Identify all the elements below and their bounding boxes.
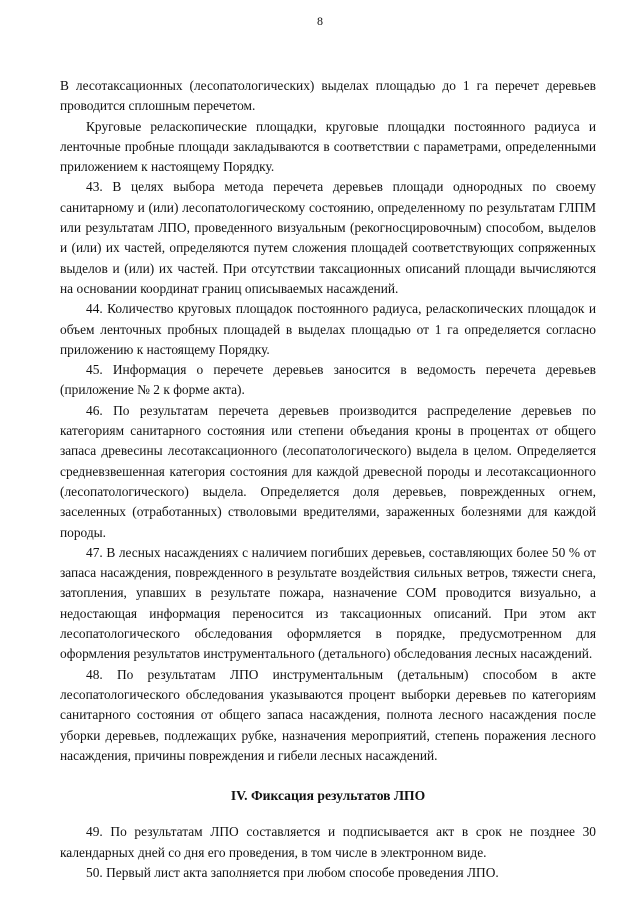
paragraph-continuation: В лесотаксационных (лесопатологических) выделах площадью до 1 га перечет деревьев проводится сплошным перечетом. — [60, 78, 596, 114]
paragraph-43: 43. В целях выбора метода перечета деревьев площади однородных по своему санитарному и (или) лесопатологическому состоянию, определенному по результатам ГЛПМ или результатам ЛПО, проведенного визуальным (рекогносцировочным) способом, выделов и (или) их частей, определяются путем сложения площадей соответствующих сопряженных выделов и (или) их частей. При отсутствии таксационных описаний площади вычисляются на основании координат границ описываемых насаждений. — [60, 179, 596, 296]
paragraph-46: 46. По результатам перечета деревьев производится распределение деревьев по категориям санитарного состояния или степени объедания кроны в процентах от общего запаса древесины лесотаксационного (лесопатологического) выдела в целом. Определяется средневзвешенная категория состояния для каждой древесной породы и лесотаксационного (лесопатологического) выдела. Определяется доля деревьев, поврежденных огнем, заселенных (отработанных) стволовыми вредителями, зараженных болезнями для каждой породы. — [60, 402, 596, 540]
section-heading: IV. Фиксация результатов ЛПО — [230, 788, 426, 804]
paragraph-plots: Круговые реласкопические площадки, круговые площадки постоянного радиуса и ленточные пробные площади закладываются в соответствии с параметрами, определенными приложением к настоящему Порядку. — [60, 118, 596, 175]
paragraph-47: 47. В лесных насаждениях с наличием погибших деревьев, составляющих более 50 % от запаса насаждения, поврежденного в результате воздействия сильных ветров, тяжести снега, затопления, упавших в результате пожара, назначение СОМ проводится визуально, а недостающая информация переносится из таксационных описаний. При этом акт лесопатологического обследования оформляется в порядке, предусмотренном для оформления результатов инструментального (детального) обследования лесных насаждений. — [60, 544, 596, 662]
paragraph-48: 48. По результатам ЛПО инструментальным (детальным) способом в акте лесопатологического обследования указываются процент выборки деревьев по категориям санитарного состояния от общего запаса насаждения, полнота лесного насаждения после уборки деревьев, подлежащих рубке, назначения мероприятий, степень поражения лесного насаждения, причины повреждения и гибели лесных насаждений. — [60, 666, 596, 763]
paragraph-50: 50. Первый лист акта заполняется при любом способе проведения ЛПО. — [86, 864, 499, 880]
paragraph-44: 44. Количество круговых площадок постоянного радиуса, реласкопических площадок и объем ленточных пробных площадей в выделах площадью от 1 га определяется согласно приложению к настоящему Порядку. — [60, 301, 596, 357]
page-number: 8 — [317, 14, 323, 28]
document-body — [60, 76, 596, 883]
paragraph-49: 49. По результатам ЛПО составляется и подписывается акт в срок не позднее 30 календарных дней со дня его проведения, в том числе в электронном виде. — [60, 824, 596, 860]
paragraph-45: 45. Информация о перечете деревьев заносится в ведомость перечета деревьев (приложение № 2 к форме акта). — [60, 362, 596, 398]
